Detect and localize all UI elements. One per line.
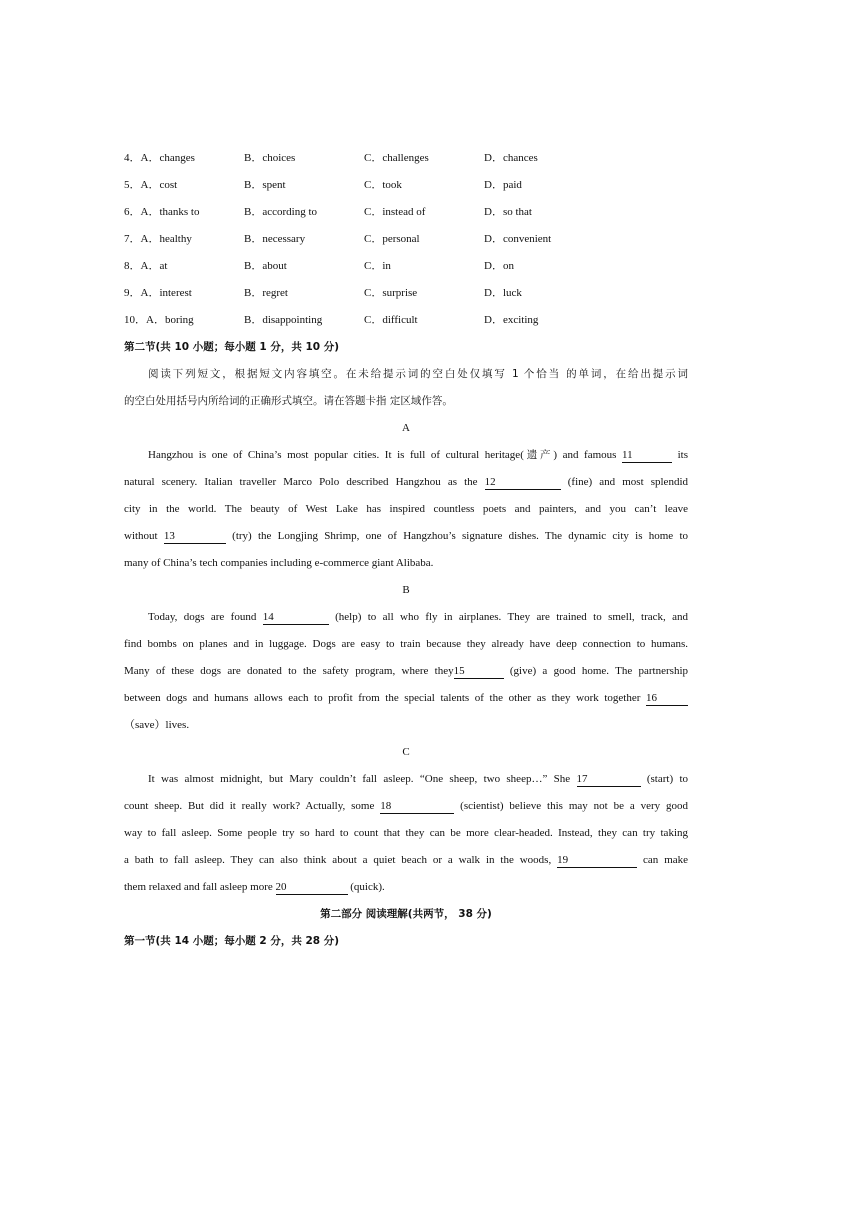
blank-13[interactable]: 13: [164, 530, 226, 544]
part2-heading: 第二部分 阅读理解(共两节， 38 分): [320, 908, 492, 920]
blank-11[interactable]: 11: [622, 449, 672, 463]
blank-16[interactable]: 16: [646, 692, 688, 706]
passage-a-line1: Hangzhou is one of China’s most popular cities. It is full of cultural heritage(遗产) and famous 11 its: [148, 449, 688, 461]
option-b: B．according to: [244, 206, 318, 218]
passage-b-line5: （save）lives.: [124, 719, 190, 731]
passage-c-line4: a bath to fall asleep. They can also think about a quiet beach or a walk in the woods, 19 can make: [124, 854, 689, 866]
passage-a-label: A: [402, 422, 410, 434]
passage-c-line5: them relaxed and fall asleep more 20 (quick).: [124, 881, 385, 893]
instructions-line1: 阅读下列短文，根据短文内容填空。在未给提示词的空白处仅填写 1 个恰当 的单词，在给出提示词: [148, 368, 688, 380]
passage-a-line5: many of China’s tech companies including e-commerce giant Alibaba.: [124, 557, 434, 569]
option-row-5: [124, 177, 724, 193]
passage-a-line3: city in the world. The beauty of West Lake has inspired countless poets and painters, and you can’t leave: [124, 503, 688, 515]
passage-b-label: B: [402, 584, 410, 596]
option-a: 7．A．healthy: [124, 233, 192, 245]
option-d: D．luck: [484, 287, 522, 299]
option-c: C．challenges: [364, 152, 429, 164]
passage-c-line2: count sheep. But did it really work? Actually, some 18 (scientist) believe this may not be a very good: [124, 800, 689, 812]
option-row-9: [124, 285, 724, 301]
option-d: D．so that: [484, 206, 532, 218]
option-d: D．exciting: [484, 314, 539, 326]
option-a: 9．A．interest: [124, 287, 192, 299]
option-b: B．necessary: [244, 233, 306, 245]
option-a: 8．A．at: [124, 260, 168, 272]
option-a: 10．A．boring: [124, 314, 194, 326]
instructions-line2: 的空白处用括号内所给词的正确形式填空。请在答题卡指 定区域作答。: [124, 395, 453, 407]
option-c: C．surprise: [364, 287, 418, 299]
option-b: B．choices: [244, 152, 296, 164]
passage-b-line2: find bombs on planes and in luggage. Dogs are easy to train because they already have deep connection to humans.: [124, 638, 688, 650]
option-b: B．disappointing: [244, 314, 323, 326]
passage-c-line1: It was almost midnight, but Mary couldn’t fall asleep. “One sheep, two sheep…” She 17 (start) to: [148, 773, 689, 785]
option-c: C．difficult: [364, 314, 418, 326]
option-c: C．took: [364, 179, 402, 191]
blank-14[interactable]: 14: [263, 611, 329, 625]
passage-c-label: C: [402, 746, 410, 758]
option-row-10: [124, 312, 724, 328]
option-b: B．about: [244, 260, 287, 272]
blank-18[interactable]: 18: [380, 800, 454, 814]
option-a: 6．A．thanks to: [124, 206, 200, 218]
passage-a-line2: natural scenery. Italian traveller Marco Polo described Hangzhou as the 12 (fine) and most splendid: [124, 476, 688, 488]
option-a: 4．A．changes: [124, 152, 195, 164]
option-row-6: [124, 204, 724, 220]
option-d: D．chances: [484, 152, 538, 164]
blank-15[interactable]: 15: [454, 665, 504, 679]
option-b: B．spent: [244, 179, 286, 191]
passage-c-line3: way to fall asleep. Some people try so hard to count that they can be more clear-headed. Instead, they can try taking: [124, 827, 688, 839]
section1-heading: 第一节(共 14 小题；每小题 2 分，共 28 分): [124, 935, 340, 947]
blank-12[interactable]: 12: [485, 476, 561, 490]
blank-19[interactable]: 19: [557, 854, 637, 868]
option-d: D．paid: [484, 179, 522, 191]
option-a: 5．A．cost: [124, 179, 178, 191]
passage-b-line1: Today, dogs are found 14 (help) to all who fly in airplanes. They are trained to smell, track, and: [148, 611, 689, 623]
option-row-7: [124, 231, 724, 247]
option-c: C．in: [364, 260, 391, 272]
passage-b-line4: between dogs and humans allows each to profit from the special talents of the other as they work together 16: [124, 690, 688, 706]
passage-b-line3: Many of these dogs are donated to the safety program, where they15 (give) a good home. The partnership: [124, 665, 689, 677]
option-row-4: [124, 150, 724, 166]
option-c: C．personal: [364, 233, 420, 245]
option-d: D．convenient: [484, 233, 552, 245]
option-d: D．on: [484, 260, 514, 272]
passage-a-line4: without 13 (try) the Longjing Shrimp, one of Hangzhou’s signature dishes. The dynamic city is home to: [124, 530, 689, 542]
option-b: B．regret: [244, 287, 288, 299]
option-row-8: [124, 258, 724, 274]
section2-heading: 第二节(共 10 小题；每小题 1 分，共 10 分): [124, 341, 340, 353]
option-c: C．instead of: [364, 206, 426, 218]
blank-20[interactable]: 20: [276, 881, 348, 895]
blank-17[interactable]: 17: [577, 773, 641, 787]
